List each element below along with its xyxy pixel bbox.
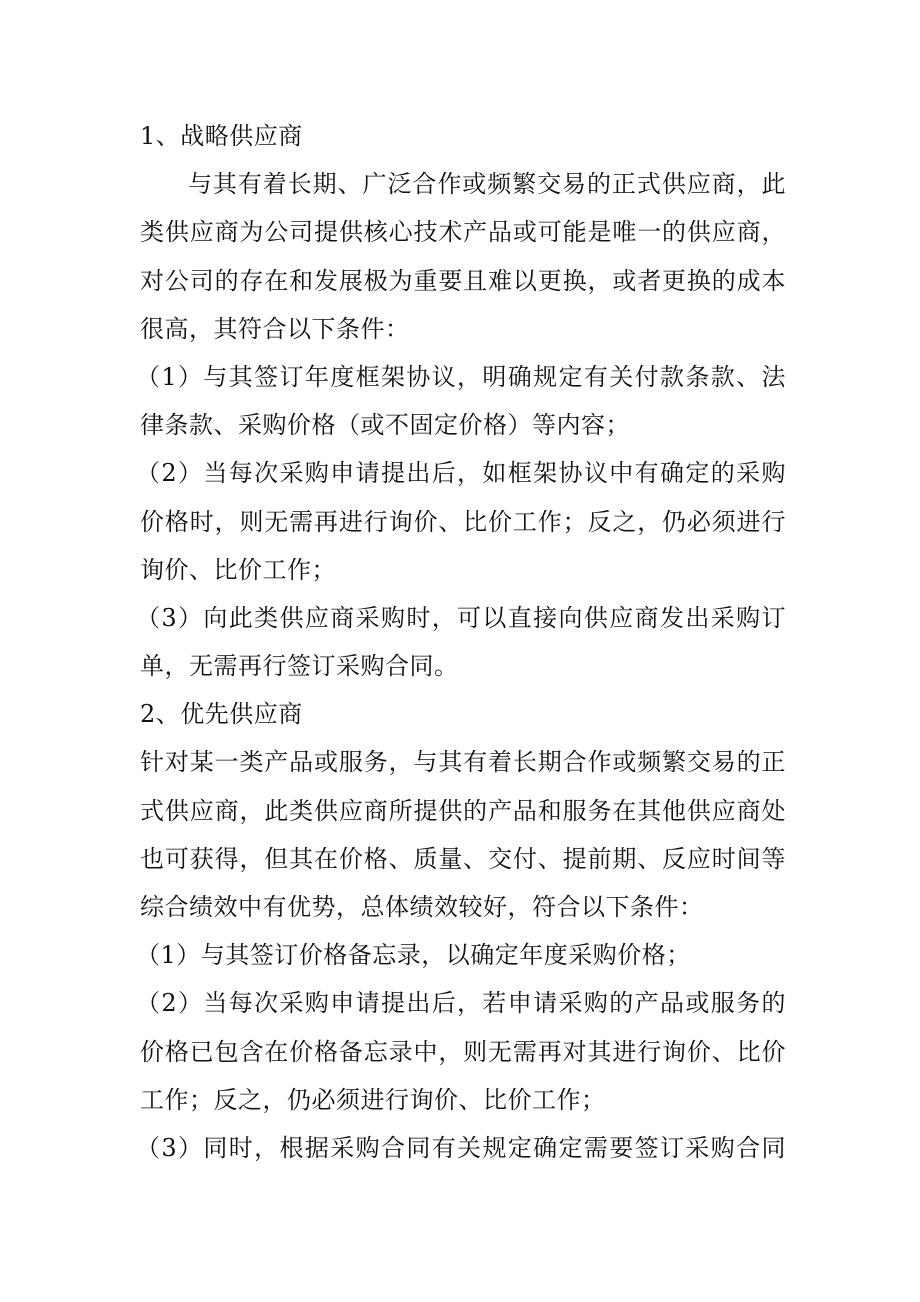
list-item-line: （1）与其签订年度框架协议，明确规定有关付款条款、法 <box>136 362 786 391</box>
paragraph-line: 针对某一类产品或服务，与其有着长期合作或频繁交易的正 <box>140 748 786 777</box>
list-item-line: 律条款、采购价格（或不固定价格）等内容； <box>140 411 630 440</box>
list-item-line: （3）向此类供应商采购时，可以直接向供应商发出采购订 <box>136 603 786 632</box>
paragraph-line: 对公司的存在和发展极为重要且难以更换，或者更换的成本 <box>140 266 786 295</box>
list-item-line: 询价、比价工作； <box>140 555 336 584</box>
list-item-line: 单，无需再行签订采购合同。 <box>140 652 459 681</box>
section-heading-strategic-supplier: 1、战略供应商 <box>140 122 303 150</box>
list-item-line: 工作；反之，仍必须进行询价、比价工作； <box>140 1085 606 1114</box>
paragraph-line: 综合绩效中有优势，总体绩效较好，符合以下条件： <box>140 893 704 921</box>
paragraph-line: 式供应商，此类供应商所提供的产品和服务在其他供应商处 <box>140 796 786 825</box>
list-item-line: （3）同时，根据采购合同有关规定确定需要签订采购合同 <box>136 1133 786 1162</box>
paragraph-line: 与其有着长期、广泛合作或频繁交易的正式供应商，此 <box>188 170 786 199</box>
list-item-line: （1）与其签订价格备忘录，以确定年度采购价格； <box>136 941 691 970</box>
paragraph-line: 类供应商为公司提供核心技术产品或可能是唯一的供应商， <box>140 218 786 247</box>
paragraph-line: 也可获得，但其在价格、质量、交付、提前期、反应时间等 <box>140 844 786 873</box>
paragraph-line: 很高，其符合以下条件： <box>140 314 410 343</box>
list-item-line: （2）当每次采购申请提出后，若申请采购的产品或服务的 <box>136 989 786 1018</box>
section-heading-preferred-supplier: 2、优先供应商 <box>140 700 303 729</box>
list-item-line: 价格时，则无需再进行询价、比价工作；反之，仍必须进行 <box>140 507 786 536</box>
document-body <box>136 112 786 1172</box>
list-item-line: （2）当每次采购申请提出后，如框架协议中有确定的采购 <box>136 459 786 488</box>
list-item-line: 价格已包含在价格备忘录中，则无需再对其进行询价、比价 <box>140 1037 786 1066</box>
